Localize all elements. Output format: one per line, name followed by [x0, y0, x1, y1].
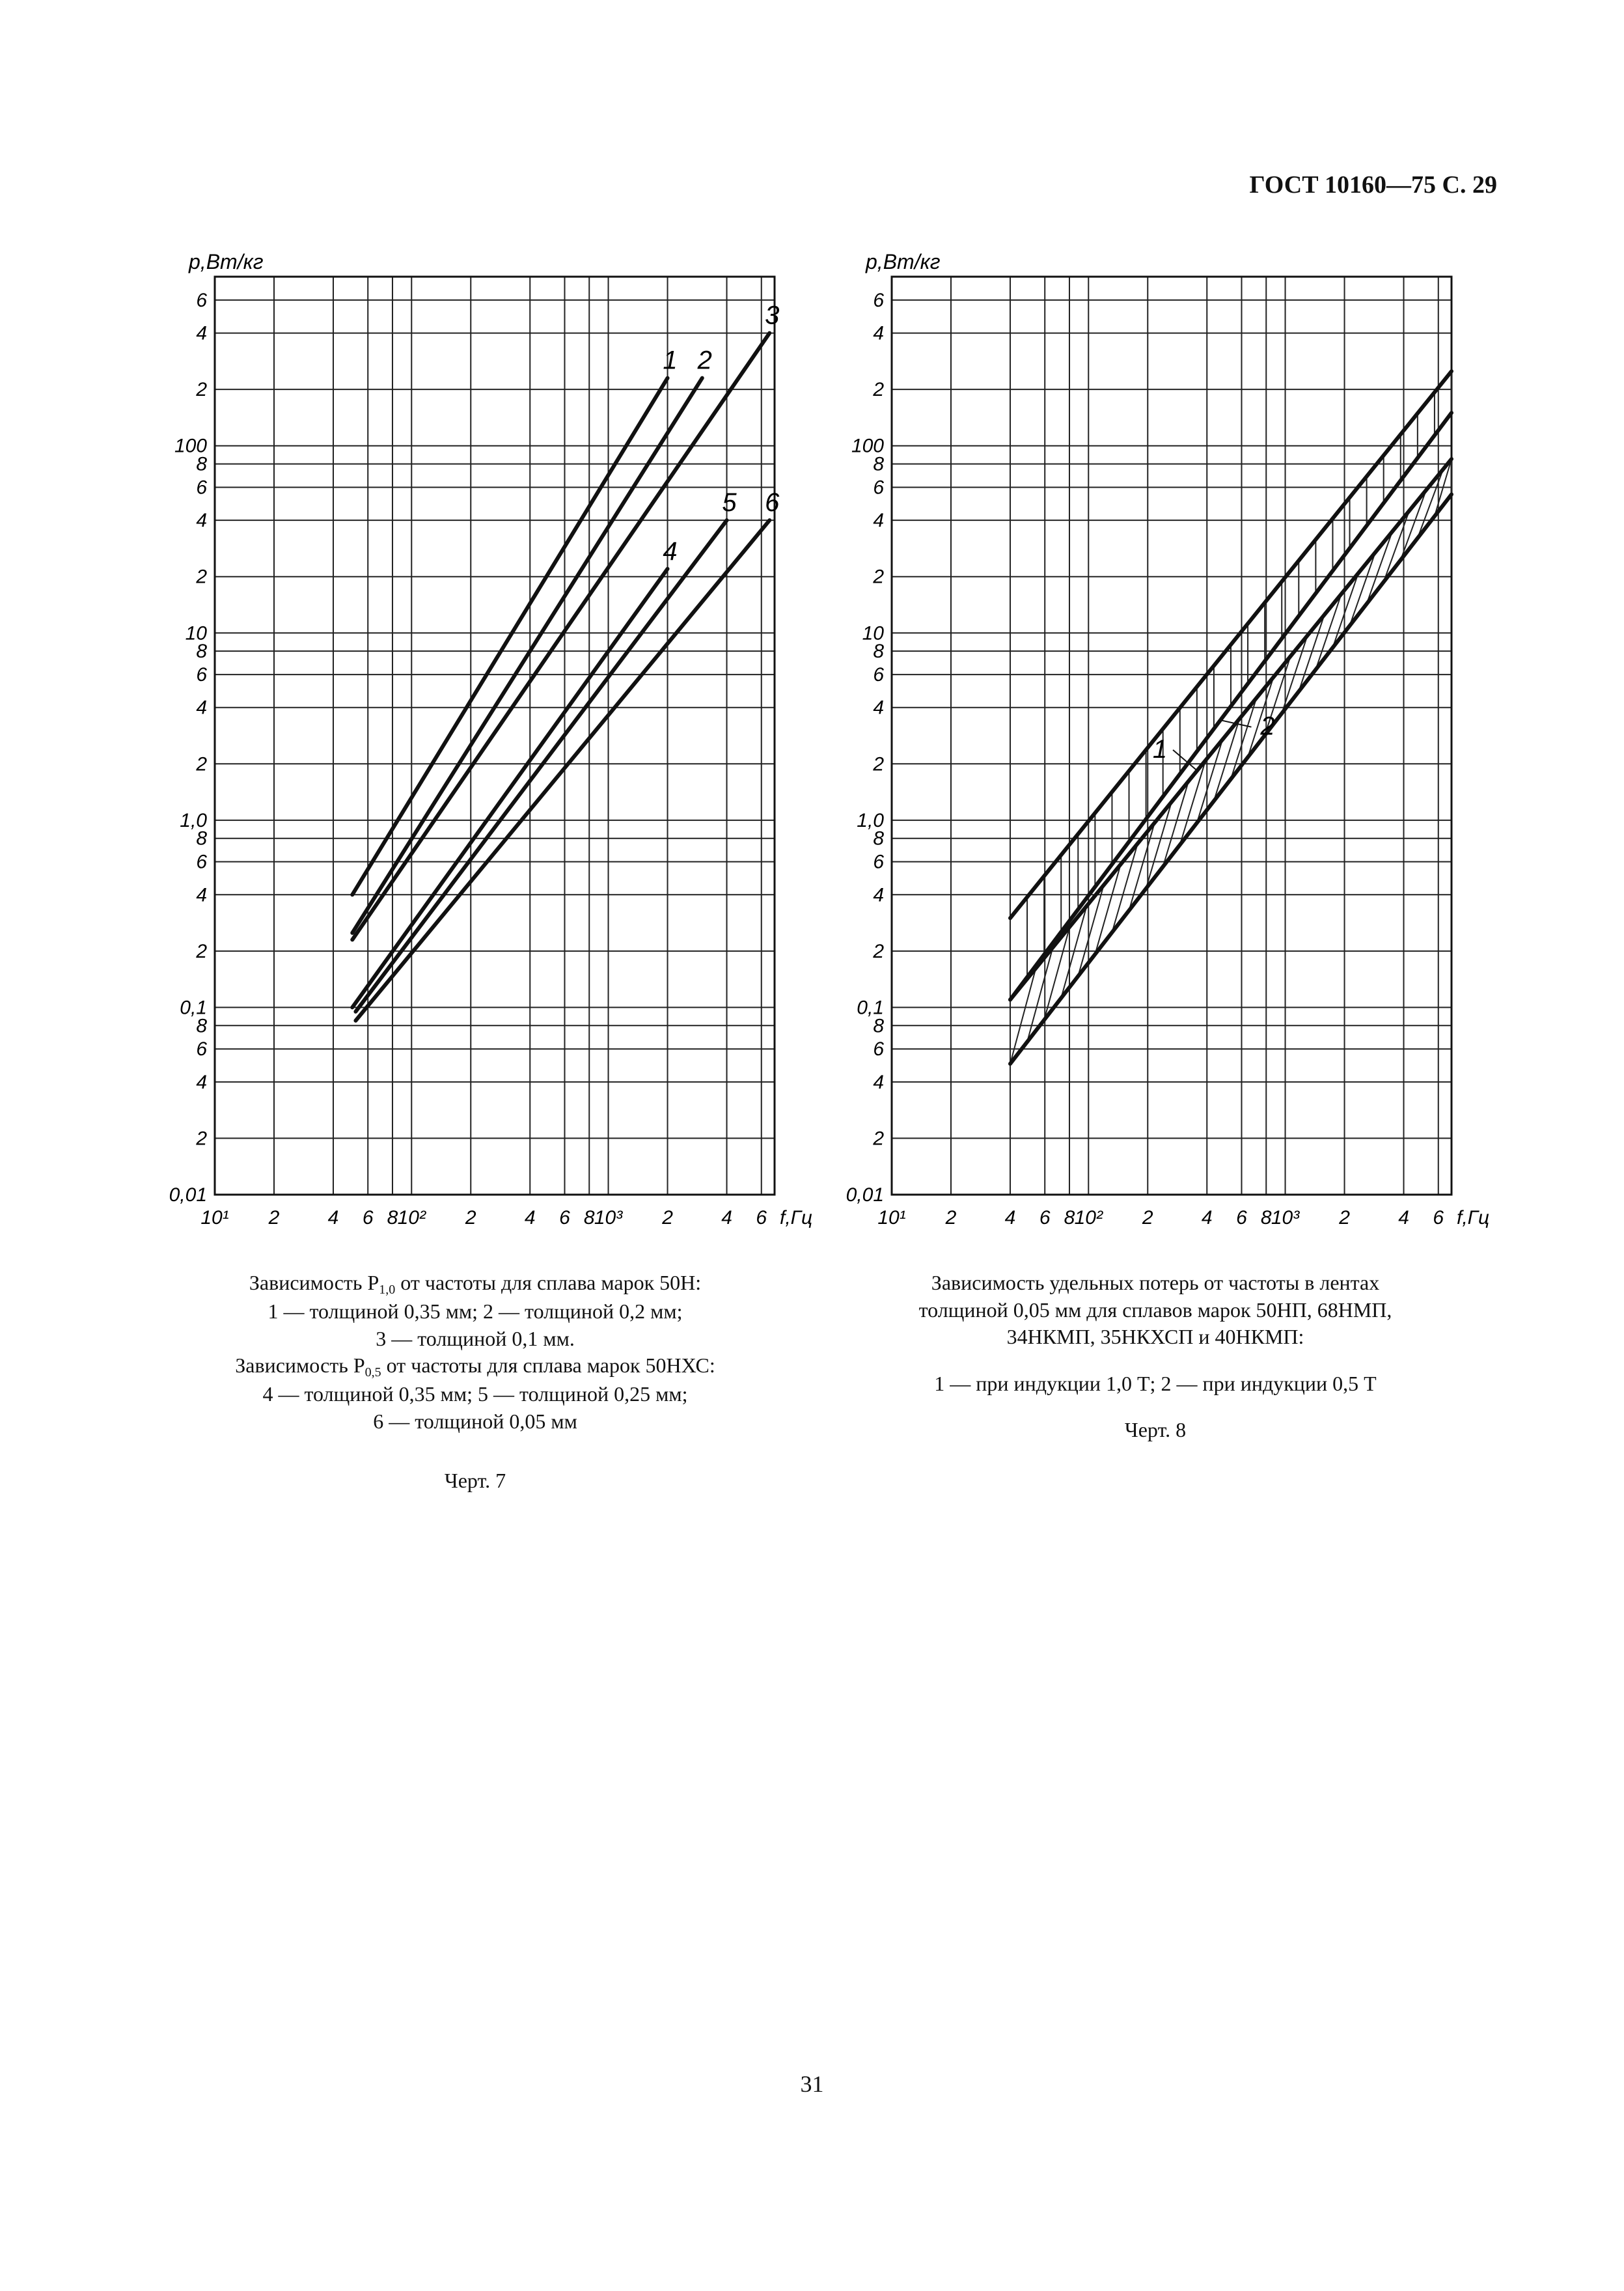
- caption-line: 1 — толщиной 0,35 мм; 2 — толщиной 0,2 мм;: [268, 1299, 683, 1323]
- caption-line: толщиной 0,05 мм для сплавов марок 50НП, 68НМП,: [918, 1298, 1392, 1322]
- x-tick-label: 10³: [594, 1207, 623, 1229]
- band-lower-line: [1010, 494, 1452, 1064]
- y-tick-label: 6: [196, 851, 207, 873]
- x-tick-label: 2: [945, 1207, 957, 1229]
- y-tick-label: 8: [873, 827, 884, 850]
- caption-line: 6 — толщиной 0,05 мм: [373, 1409, 577, 1433]
- y-tick-label: 6: [196, 1038, 207, 1061]
- y-tick-label: 4: [196, 322, 207, 344]
- y-axis-label: p,Вт/кг: [189, 250, 264, 273]
- y-tick-label: 6: [873, 289, 884, 311]
- y-tick-label: 4: [873, 322, 884, 344]
- x-tick-label: 6: [362, 1207, 374, 1229]
- x-tick-label: 8: [387, 1207, 398, 1229]
- caption-fig8: [827, 1270, 1484, 1444]
- x-tick-label: 10²: [397, 1207, 426, 1229]
- y-tick-label: 0,01: [169, 1184, 207, 1206]
- y-tick-label: 4: [196, 884, 207, 906]
- y-tick-label: 10: [862, 622, 884, 645]
- y-tick-label: 1,0: [857, 809, 884, 831]
- hatch-mark: [1197, 740, 1222, 823]
- caption-fig7: [150, 1270, 801, 1495]
- y-tick-label: 4: [873, 697, 884, 719]
- caption-line: 1 — при индукции 1,0 Т; 2 — при индукции 0,5 Т: [934, 1371, 1377, 1395]
- y-tick-label: 4: [196, 1071, 207, 1093]
- x-tick-label: 4: [1201, 1207, 1213, 1229]
- y-tick-label: 6: [196, 664, 207, 686]
- y-tick-label: 8: [873, 1015, 884, 1037]
- y-tick-label: 2: [196, 1128, 207, 1150]
- y-tick-label: 4: [196, 510, 207, 532]
- x-tick-label: 4: [327, 1207, 339, 1229]
- band-upper-line: [1010, 371, 1452, 918]
- caption-line: 3 — толщиной 0,1 мм.: [376, 1326, 575, 1350]
- y-tick-label: 6: [196, 477, 207, 499]
- chart-fig8: [827, 244, 1490, 1263]
- series-label: 3: [765, 301, 780, 330]
- x-tick-label: 6: [559, 1207, 570, 1229]
- grid: [892, 277, 1452, 1195]
- y-tick-label: 2: [196, 379, 207, 401]
- y-tick-label: 2: [873, 940, 884, 962]
- y-tick-label: 0,01: [846, 1184, 884, 1206]
- x-axis-label: f,Гц: [780, 1207, 813, 1229]
- y-tick-label: 100: [174, 435, 207, 457]
- chart-fig7: [150, 244, 813, 1263]
- y-tick-label: 8: [196, 453, 207, 475]
- y-tick-label: 10: [185, 622, 207, 645]
- x-tick-label: 10¹: [200, 1207, 229, 1229]
- x-tick-label: 8: [583, 1207, 595, 1229]
- hatch-mark: [1231, 698, 1256, 779]
- y-tick-label: 6: [873, 1038, 884, 1061]
- x-tick-label: 10²: [1074, 1207, 1103, 1229]
- y-tick-label: 4: [873, 510, 884, 532]
- caption-line: Зависимость удельных потерь от частоты в лентах: [931, 1271, 1380, 1294]
- y-tick-label: 2: [196, 566, 207, 588]
- x-tick-label: 6: [1236, 1207, 1247, 1229]
- figure-number: Черт. 7: [444, 1469, 506, 1493]
- x-tick-label: 6: [1433, 1207, 1444, 1229]
- y-tick-label: 100: [851, 435, 884, 457]
- x-tick-label: 2: [465, 1207, 476, 1229]
- y-tick-label: 6: [873, 851, 884, 873]
- x-tick-label: 6: [1039, 1207, 1051, 1229]
- y-tick-label: 8: [196, 827, 207, 850]
- y-axis-label: p,Вт/кг: [866, 250, 941, 273]
- caption-line: 4 — толщиной 0,35 мм; 5 — толщиной 0,25 мм;: [262, 1382, 688, 1406]
- x-tick-label: 4: [1004, 1207, 1016, 1229]
- y-tick-label: 4: [873, 884, 884, 906]
- y-tick-label: 8: [196, 641, 207, 663]
- x-tick-label: 8: [1260, 1207, 1272, 1229]
- y-tick-label: 1,0: [180, 809, 207, 831]
- page-number: 31: [800, 2071, 824, 2097]
- x-tick-label: 2: [1142, 1207, 1153, 1229]
- y-tick-label: 2: [873, 566, 884, 588]
- series-line: [355, 520, 769, 1021]
- x-tick-label: 4: [524, 1207, 536, 1229]
- y-tick-label: 2: [873, 1128, 884, 1150]
- series-label: 1: [663, 346, 678, 375]
- series-line: [352, 333, 769, 940]
- hatch-mark: [1299, 615, 1324, 691]
- y-tick-label: 2: [196, 940, 207, 962]
- band-label: 1: [1152, 734, 1168, 764]
- y-tick-label: 6: [196, 289, 207, 311]
- y-tick-label: 2: [196, 753, 207, 775]
- caption-line: 34НКМП, 35НКХСП и 40НКМП:: [1006, 1325, 1304, 1349]
- x-tick-label: 2: [662, 1207, 673, 1229]
- x-tick-label: 2: [268, 1207, 280, 1229]
- series-label: 4: [663, 536, 678, 566]
- y-tick-label: 6: [873, 477, 884, 499]
- series-label: 2: [697, 346, 712, 375]
- y-tick-label: 6: [873, 664, 884, 686]
- x-tick-label: 6: [756, 1207, 767, 1229]
- caption-line: Зависимость $P_{0,5}$ от частоты для сплава марок 50НХС:: [235, 1354, 715, 1380]
- y-tick-label: 2: [873, 753, 884, 775]
- band-upper-line: [1010, 459, 1452, 1000]
- y-tick-label: 0,1: [180, 997, 207, 1019]
- band-label: 2: [1260, 712, 1275, 741]
- y-tick-label: 0,1: [857, 997, 884, 1019]
- y-tick-label: 4: [873, 1071, 884, 1093]
- x-axis-label: f,Гц: [1457, 1207, 1490, 1229]
- plot-frame: [892, 277, 1452, 1195]
- document-header: ГОСТ 10160—75 С. 29: [1249, 171, 1497, 199]
- x-tick-label: 10³: [1271, 1207, 1300, 1229]
- hatch-mark: [1214, 719, 1239, 801]
- series-label: 5: [722, 488, 737, 518]
- series-label: 6: [765, 488, 780, 518]
- series-line: [352, 378, 702, 933]
- y-tick-label: 4: [196, 697, 207, 719]
- y-tick-label: 2: [873, 379, 884, 401]
- chart-svg: [827, 244, 1490, 1260]
- x-tick-label: 10¹: [877, 1207, 906, 1229]
- x-tick-label: 4: [1398, 1207, 1409, 1229]
- x-tick-label: 4: [721, 1207, 732, 1229]
- caption-line: Зависимость $P_{1,0}$ от частоты для сплава марок 50Н:: [249, 1271, 702, 1297]
- y-tick-label: 8: [873, 641, 884, 663]
- chart-svg: [150, 244, 813, 1260]
- x-tick-label: 2: [1339, 1207, 1350, 1229]
- x-tick-label: 8: [1064, 1207, 1075, 1229]
- y-tick-label: 8: [873, 453, 884, 475]
- figure-number: Черт. 8: [1124, 1418, 1187, 1442]
- band-lower-line: [1010, 413, 1452, 999]
- y-tick-label: 8: [196, 1015, 207, 1037]
